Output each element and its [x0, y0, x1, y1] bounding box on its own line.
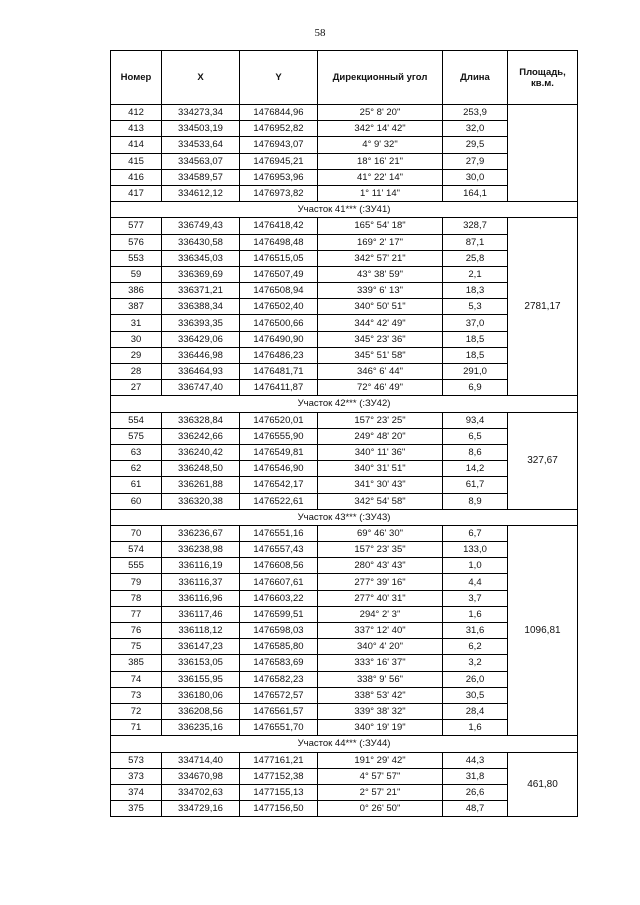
y-coordinate-cell: 1476844,96	[240, 105, 318, 121]
table-row	[111, 784, 578, 800]
y-coordinate-cell: 1476945,21	[240, 153, 318, 169]
length-cell: 44,3	[443, 752, 508, 768]
bearing-cell: 345° 51' 58"	[318, 347, 443, 363]
x-coordinate-cell: 336328,84	[162, 412, 240, 428]
bearing-cell: 338° 53' 42"	[318, 687, 443, 703]
length-cell: 2,1	[443, 266, 508, 282]
y-coordinate-cell: 1477156,50	[240, 801, 318, 817]
bearing-cell: 294° 2' 3"	[318, 606, 443, 622]
length-cell: 14,2	[443, 461, 508, 477]
table-row	[111, 234, 578, 250]
bearing-cell: 338° 9' 56"	[318, 671, 443, 687]
section-header-row	[111, 396, 578, 412]
length-cell: 26,6	[443, 784, 508, 800]
table-row	[111, 687, 578, 703]
point-number-cell: 553	[111, 250, 162, 266]
y-coordinate-cell: 1476418,42	[240, 218, 318, 234]
table-row	[111, 299, 578, 315]
length-cell: 30,5	[443, 687, 508, 703]
length-cell: 18,3	[443, 283, 508, 299]
x-coordinate-cell: 336118,12	[162, 623, 240, 639]
length-cell: 26,0	[443, 671, 508, 687]
y-coordinate-cell: 1477155,13	[240, 784, 318, 800]
length-cell: 291,0	[443, 364, 508, 380]
bearing-cell: 2° 57' 21"	[318, 784, 443, 800]
bearing-cell: 337° 12' 40"	[318, 623, 443, 639]
point-number-cell: 414	[111, 137, 162, 153]
point-number-cell: 72	[111, 703, 162, 719]
bearing-cell: 191° 29' 42"	[318, 752, 443, 768]
x-coordinate-cell: 336147,23	[162, 639, 240, 655]
length-cell: 8,9	[443, 493, 508, 509]
bearing-cell: 4° 9' 32"	[318, 137, 443, 153]
area-cell: 327,67	[508, 412, 578, 509]
y-coordinate-cell: 1476490,90	[240, 331, 318, 347]
table-row	[111, 703, 578, 719]
bearing-cell: 340° 31' 51"	[318, 461, 443, 477]
bearing-cell: 277° 40' 31"	[318, 590, 443, 606]
x-coordinate-cell: 336116,19	[162, 558, 240, 574]
point-number-cell: 78	[111, 590, 162, 606]
point-number-cell: 59	[111, 266, 162, 282]
bearing-cell: 249° 48' 20"	[318, 428, 443, 444]
bearing-cell: 25° 8' 20"	[318, 105, 443, 121]
point-number-cell: 374	[111, 784, 162, 800]
x-coordinate-cell: 336464,93	[162, 364, 240, 380]
table-row	[111, 720, 578, 736]
table-row	[111, 655, 578, 671]
length-cell: 48,7	[443, 801, 508, 817]
y-coordinate-cell: 1476557,43	[240, 542, 318, 558]
y-coordinate-cell: 1476598,03	[240, 623, 318, 639]
x-coordinate-cell: 336430,58	[162, 234, 240, 250]
x-coordinate-cell: 336747,40	[162, 380, 240, 396]
point-number-cell: 28	[111, 364, 162, 380]
point-number-cell: 70	[111, 525, 162, 541]
length-cell: 93,4	[443, 412, 508, 428]
point-number-cell: 385	[111, 655, 162, 671]
x-coordinate-cell: 336248,50	[162, 461, 240, 477]
table-row	[111, 153, 578, 169]
section-header-row	[111, 202, 578, 218]
point-number-cell: 415	[111, 153, 162, 169]
y-coordinate-cell: 1476551,70	[240, 720, 318, 736]
y-coordinate-cell: 1476585,80	[240, 639, 318, 655]
x-coordinate-cell: 336429,06	[162, 331, 240, 347]
point-number-cell: 30	[111, 331, 162, 347]
bearing-cell: 280° 43' 43"	[318, 558, 443, 574]
bearing-cell: 4° 57' 57"	[318, 768, 443, 784]
y-coordinate-cell: 1476973,82	[240, 185, 318, 201]
bearing-cell: 342° 14' 42"	[318, 121, 443, 137]
y-coordinate-cell: 1476549,81	[240, 444, 318, 460]
point-number-cell: 417	[111, 185, 162, 201]
point-number-cell: 60	[111, 493, 162, 509]
point-number-cell: 77	[111, 606, 162, 622]
table-row	[111, 752, 578, 768]
table-row	[111, 768, 578, 784]
length-cell: 4,4	[443, 574, 508, 590]
header-y: Y	[240, 51, 318, 105]
length-cell: 31,6	[443, 623, 508, 639]
bearing-cell: 340° 11' 36"	[318, 444, 443, 460]
table-row	[111, 283, 578, 299]
table-row	[111, 801, 578, 817]
table-row	[111, 218, 578, 234]
table-row	[111, 623, 578, 639]
point-number-cell: 63	[111, 444, 162, 460]
y-coordinate-cell: 1476502,40	[240, 299, 318, 315]
length-cell: 1,6	[443, 606, 508, 622]
y-coordinate-cell: 1476572,57	[240, 687, 318, 703]
area-cell: 461,80	[508, 752, 578, 817]
x-coordinate-cell: 334729,16	[162, 801, 240, 817]
x-coordinate-cell: 336369,69	[162, 266, 240, 282]
x-coordinate-cell: 336242,66	[162, 428, 240, 444]
table-body	[111, 105, 578, 817]
bearing-cell: 339° 6' 13"	[318, 283, 443, 299]
point-number-cell: 76	[111, 623, 162, 639]
point-number-cell: 79	[111, 574, 162, 590]
x-coordinate-cell: 336208,56	[162, 703, 240, 719]
length-cell: 27,9	[443, 153, 508, 169]
area-cell: 2781,17	[508, 218, 578, 396]
table-row	[111, 315, 578, 331]
table-row	[111, 542, 578, 558]
length-cell: 8,6	[443, 444, 508, 460]
x-coordinate-cell: 336235,16	[162, 720, 240, 736]
x-coordinate-cell: 336236,67	[162, 525, 240, 541]
table-row	[111, 461, 578, 477]
x-coordinate-cell: 336371,21	[162, 283, 240, 299]
y-coordinate-cell: 1476411,87	[240, 380, 318, 396]
y-coordinate-cell: 1476582,23	[240, 671, 318, 687]
table-row	[111, 574, 578, 590]
bearing-cell: 340° 50' 51"	[318, 299, 443, 315]
table-row	[111, 412, 578, 428]
x-coordinate-cell: 334714,40	[162, 752, 240, 768]
table-row	[111, 639, 578, 655]
y-coordinate-cell: 1476522,61	[240, 493, 318, 509]
point-number-cell: 413	[111, 121, 162, 137]
table-header-row	[111, 51, 578, 105]
x-coordinate-cell: 336345,03	[162, 250, 240, 266]
area-cell	[508, 105, 578, 202]
length-cell: 61,7	[443, 477, 508, 493]
bearing-cell: 72° 46' 49"	[318, 380, 443, 396]
bearing-cell: 1° 11' 14"	[318, 185, 443, 201]
length-cell: 3,2	[443, 655, 508, 671]
x-coordinate-cell: 334273,34	[162, 105, 240, 121]
header-area: Площадь, кв.м.	[508, 51, 578, 105]
table-row	[111, 671, 578, 687]
length-cell: 6,2	[443, 639, 508, 655]
bearing-cell: 342° 54' 58"	[318, 493, 443, 509]
point-number-cell: 574	[111, 542, 162, 558]
section-header-row	[111, 509, 578, 525]
table-row	[111, 525, 578, 541]
y-coordinate-cell: 1476520,01	[240, 412, 318, 428]
length-cell: 6,5	[443, 428, 508, 444]
bearing-cell: 345° 23' 36"	[318, 331, 443, 347]
bearing-cell: 277° 39' 16"	[318, 574, 443, 590]
table-row	[111, 185, 578, 201]
length-cell: 18,5	[443, 331, 508, 347]
table-row	[111, 380, 578, 396]
bearing-cell: 43° 38' 59"	[318, 266, 443, 282]
y-coordinate-cell: 1476943,07	[240, 137, 318, 153]
point-number-cell: 73	[111, 687, 162, 703]
section-header-row	[111, 736, 578, 752]
table-row	[111, 137, 578, 153]
bearing-cell: 0° 26' 50"	[318, 801, 443, 817]
table-row	[111, 590, 578, 606]
bearing-cell: 339° 38' 32"	[318, 703, 443, 719]
x-coordinate-cell: 336240,42	[162, 444, 240, 460]
coordinates-table	[110, 50, 578, 817]
point-number-cell: 61	[111, 477, 162, 493]
y-coordinate-cell: 1476555,90	[240, 428, 318, 444]
header-length: Длина	[443, 51, 508, 105]
area-cell: 1096,81	[508, 525, 578, 735]
length-cell: 31,8	[443, 768, 508, 784]
length-cell: 32,0	[443, 121, 508, 137]
length-cell: 37,0	[443, 315, 508, 331]
x-coordinate-cell: 336388,34	[162, 299, 240, 315]
table-row	[111, 558, 578, 574]
y-coordinate-cell: 1476583,69	[240, 655, 318, 671]
bearing-cell: 342° 57' 21"	[318, 250, 443, 266]
y-coordinate-cell: 1477161,21	[240, 752, 318, 768]
y-coordinate-cell: 1476608,56	[240, 558, 318, 574]
bearing-cell: 340° 4' 20"	[318, 639, 443, 655]
point-number-cell: 31	[111, 315, 162, 331]
page-number: 58	[314, 27, 326, 39]
section-title: Участок 41*** (:ЗУ41)	[111, 202, 578, 218]
length-cell: 28,4	[443, 703, 508, 719]
header-number: Номер	[111, 51, 162, 105]
header-x: X	[162, 51, 240, 105]
length-cell: 29,5	[443, 137, 508, 153]
x-coordinate-cell: 336153,05	[162, 655, 240, 671]
bearing-cell: 333° 16' 37"	[318, 655, 443, 671]
bearing-cell: 340° 19' 19"	[318, 720, 443, 736]
point-number-cell: 62	[111, 461, 162, 477]
point-number-cell: 554	[111, 412, 162, 428]
table-row	[111, 250, 578, 266]
x-coordinate-cell: 336320,38	[162, 493, 240, 509]
bearing-cell: 341° 30' 43"	[318, 477, 443, 493]
point-number-cell: 75	[111, 639, 162, 655]
table-row	[111, 121, 578, 137]
x-coordinate-cell: 336446,98	[162, 347, 240, 363]
x-coordinate-cell: 336180,06	[162, 687, 240, 703]
bearing-cell: 41° 22' 14"	[318, 169, 443, 185]
length-cell: 3,7	[443, 590, 508, 606]
x-coordinate-cell: 336116,96	[162, 590, 240, 606]
point-number-cell: 373	[111, 768, 162, 784]
point-number-cell: 576	[111, 234, 162, 250]
point-number-cell: 387	[111, 299, 162, 315]
point-number-cell: 27	[111, 380, 162, 396]
bearing-cell: 165° 54' 18"	[318, 218, 443, 234]
point-number-cell: 71	[111, 720, 162, 736]
length-cell: 30,0	[443, 169, 508, 185]
section-title: Участок 42*** (:ЗУ42)	[111, 396, 578, 412]
x-coordinate-cell: 334612,12	[162, 185, 240, 201]
x-coordinate-cell: 336117,46	[162, 606, 240, 622]
header-bearing: Дирекционный угол	[318, 51, 443, 105]
length-cell: 6,7	[443, 525, 508, 541]
bearing-cell: 346° 6' 44"	[318, 364, 443, 380]
y-coordinate-cell: 1476551,16	[240, 525, 318, 541]
y-coordinate-cell: 1476508,94	[240, 283, 318, 299]
length-cell: 253,9	[443, 105, 508, 121]
point-number-cell: 74	[111, 671, 162, 687]
table-row	[111, 364, 578, 380]
length-cell: 1,0	[443, 558, 508, 574]
length-cell: 1,6	[443, 720, 508, 736]
table-row	[111, 105, 578, 121]
bearing-cell: 157° 23' 35"	[318, 542, 443, 558]
point-number-cell: 577	[111, 218, 162, 234]
point-number-cell: 412	[111, 105, 162, 121]
table-row	[111, 266, 578, 282]
length-cell: 6,9	[443, 380, 508, 396]
bearing-cell: 344° 42' 49"	[318, 315, 443, 331]
table-row	[111, 493, 578, 509]
y-coordinate-cell: 1476546,90	[240, 461, 318, 477]
length-cell: 25,8	[443, 250, 508, 266]
table-row	[111, 347, 578, 363]
section-title: Участок 44*** (:ЗУ44)	[111, 736, 578, 752]
y-coordinate-cell: 1477152,38	[240, 768, 318, 784]
length-cell: 164,1	[443, 185, 508, 201]
bearing-cell: 157° 23' 25"	[318, 412, 443, 428]
x-coordinate-cell: 336238,98	[162, 542, 240, 558]
length-cell: 87,1	[443, 234, 508, 250]
point-number-cell: 555	[111, 558, 162, 574]
table-row	[111, 169, 578, 185]
length-cell: 328,7	[443, 218, 508, 234]
point-number-cell: 386	[111, 283, 162, 299]
y-coordinate-cell: 1476500,66	[240, 315, 318, 331]
y-coordinate-cell: 1476561,57	[240, 703, 318, 719]
y-coordinate-cell: 1476515,05	[240, 250, 318, 266]
table-row	[111, 606, 578, 622]
bearing-cell: 18° 16' 21"	[318, 153, 443, 169]
y-coordinate-cell: 1476599,51	[240, 606, 318, 622]
y-coordinate-cell: 1476481,71	[240, 364, 318, 380]
x-coordinate-cell: 334702,63	[162, 784, 240, 800]
length-cell: 18,5	[443, 347, 508, 363]
y-coordinate-cell: 1476953,96	[240, 169, 318, 185]
bearing-cell: 169° 2' 17"	[318, 234, 443, 250]
bearing-cell: 69° 46' 30"	[318, 525, 443, 541]
y-coordinate-cell: 1476603,22	[240, 590, 318, 606]
length-cell: 5,3	[443, 299, 508, 315]
x-coordinate-cell: 334563,07	[162, 153, 240, 169]
x-coordinate-cell: 336261,88	[162, 477, 240, 493]
length-cell: 133,0	[443, 542, 508, 558]
table-row	[111, 428, 578, 444]
x-coordinate-cell: 334533,64	[162, 137, 240, 153]
point-number-cell: 375	[111, 801, 162, 817]
y-coordinate-cell: 1476542,17	[240, 477, 318, 493]
y-coordinate-cell: 1476507,49	[240, 266, 318, 282]
x-coordinate-cell: 336155,95	[162, 671, 240, 687]
section-title: Участок 43*** (:ЗУ43)	[111, 509, 578, 525]
point-number-cell: 416	[111, 169, 162, 185]
y-coordinate-cell: 1476607,61	[240, 574, 318, 590]
table-row	[111, 477, 578, 493]
x-coordinate-cell: 334503,19	[162, 121, 240, 137]
y-coordinate-cell: 1476952,82	[240, 121, 318, 137]
x-coordinate-cell: 334589,57	[162, 169, 240, 185]
x-coordinate-cell: 336393,35	[162, 315, 240, 331]
point-number-cell: 29	[111, 347, 162, 363]
table-row	[111, 331, 578, 347]
y-coordinate-cell: 1476498,48	[240, 234, 318, 250]
x-coordinate-cell: 336749,43	[162, 218, 240, 234]
point-number-cell: 573	[111, 752, 162, 768]
x-coordinate-cell: 334670,98	[162, 768, 240, 784]
point-number-cell: 575	[111, 428, 162, 444]
y-coordinate-cell: 1476486,23	[240, 347, 318, 363]
x-coordinate-cell: 336116,37	[162, 574, 240, 590]
table-row	[111, 444, 578, 460]
